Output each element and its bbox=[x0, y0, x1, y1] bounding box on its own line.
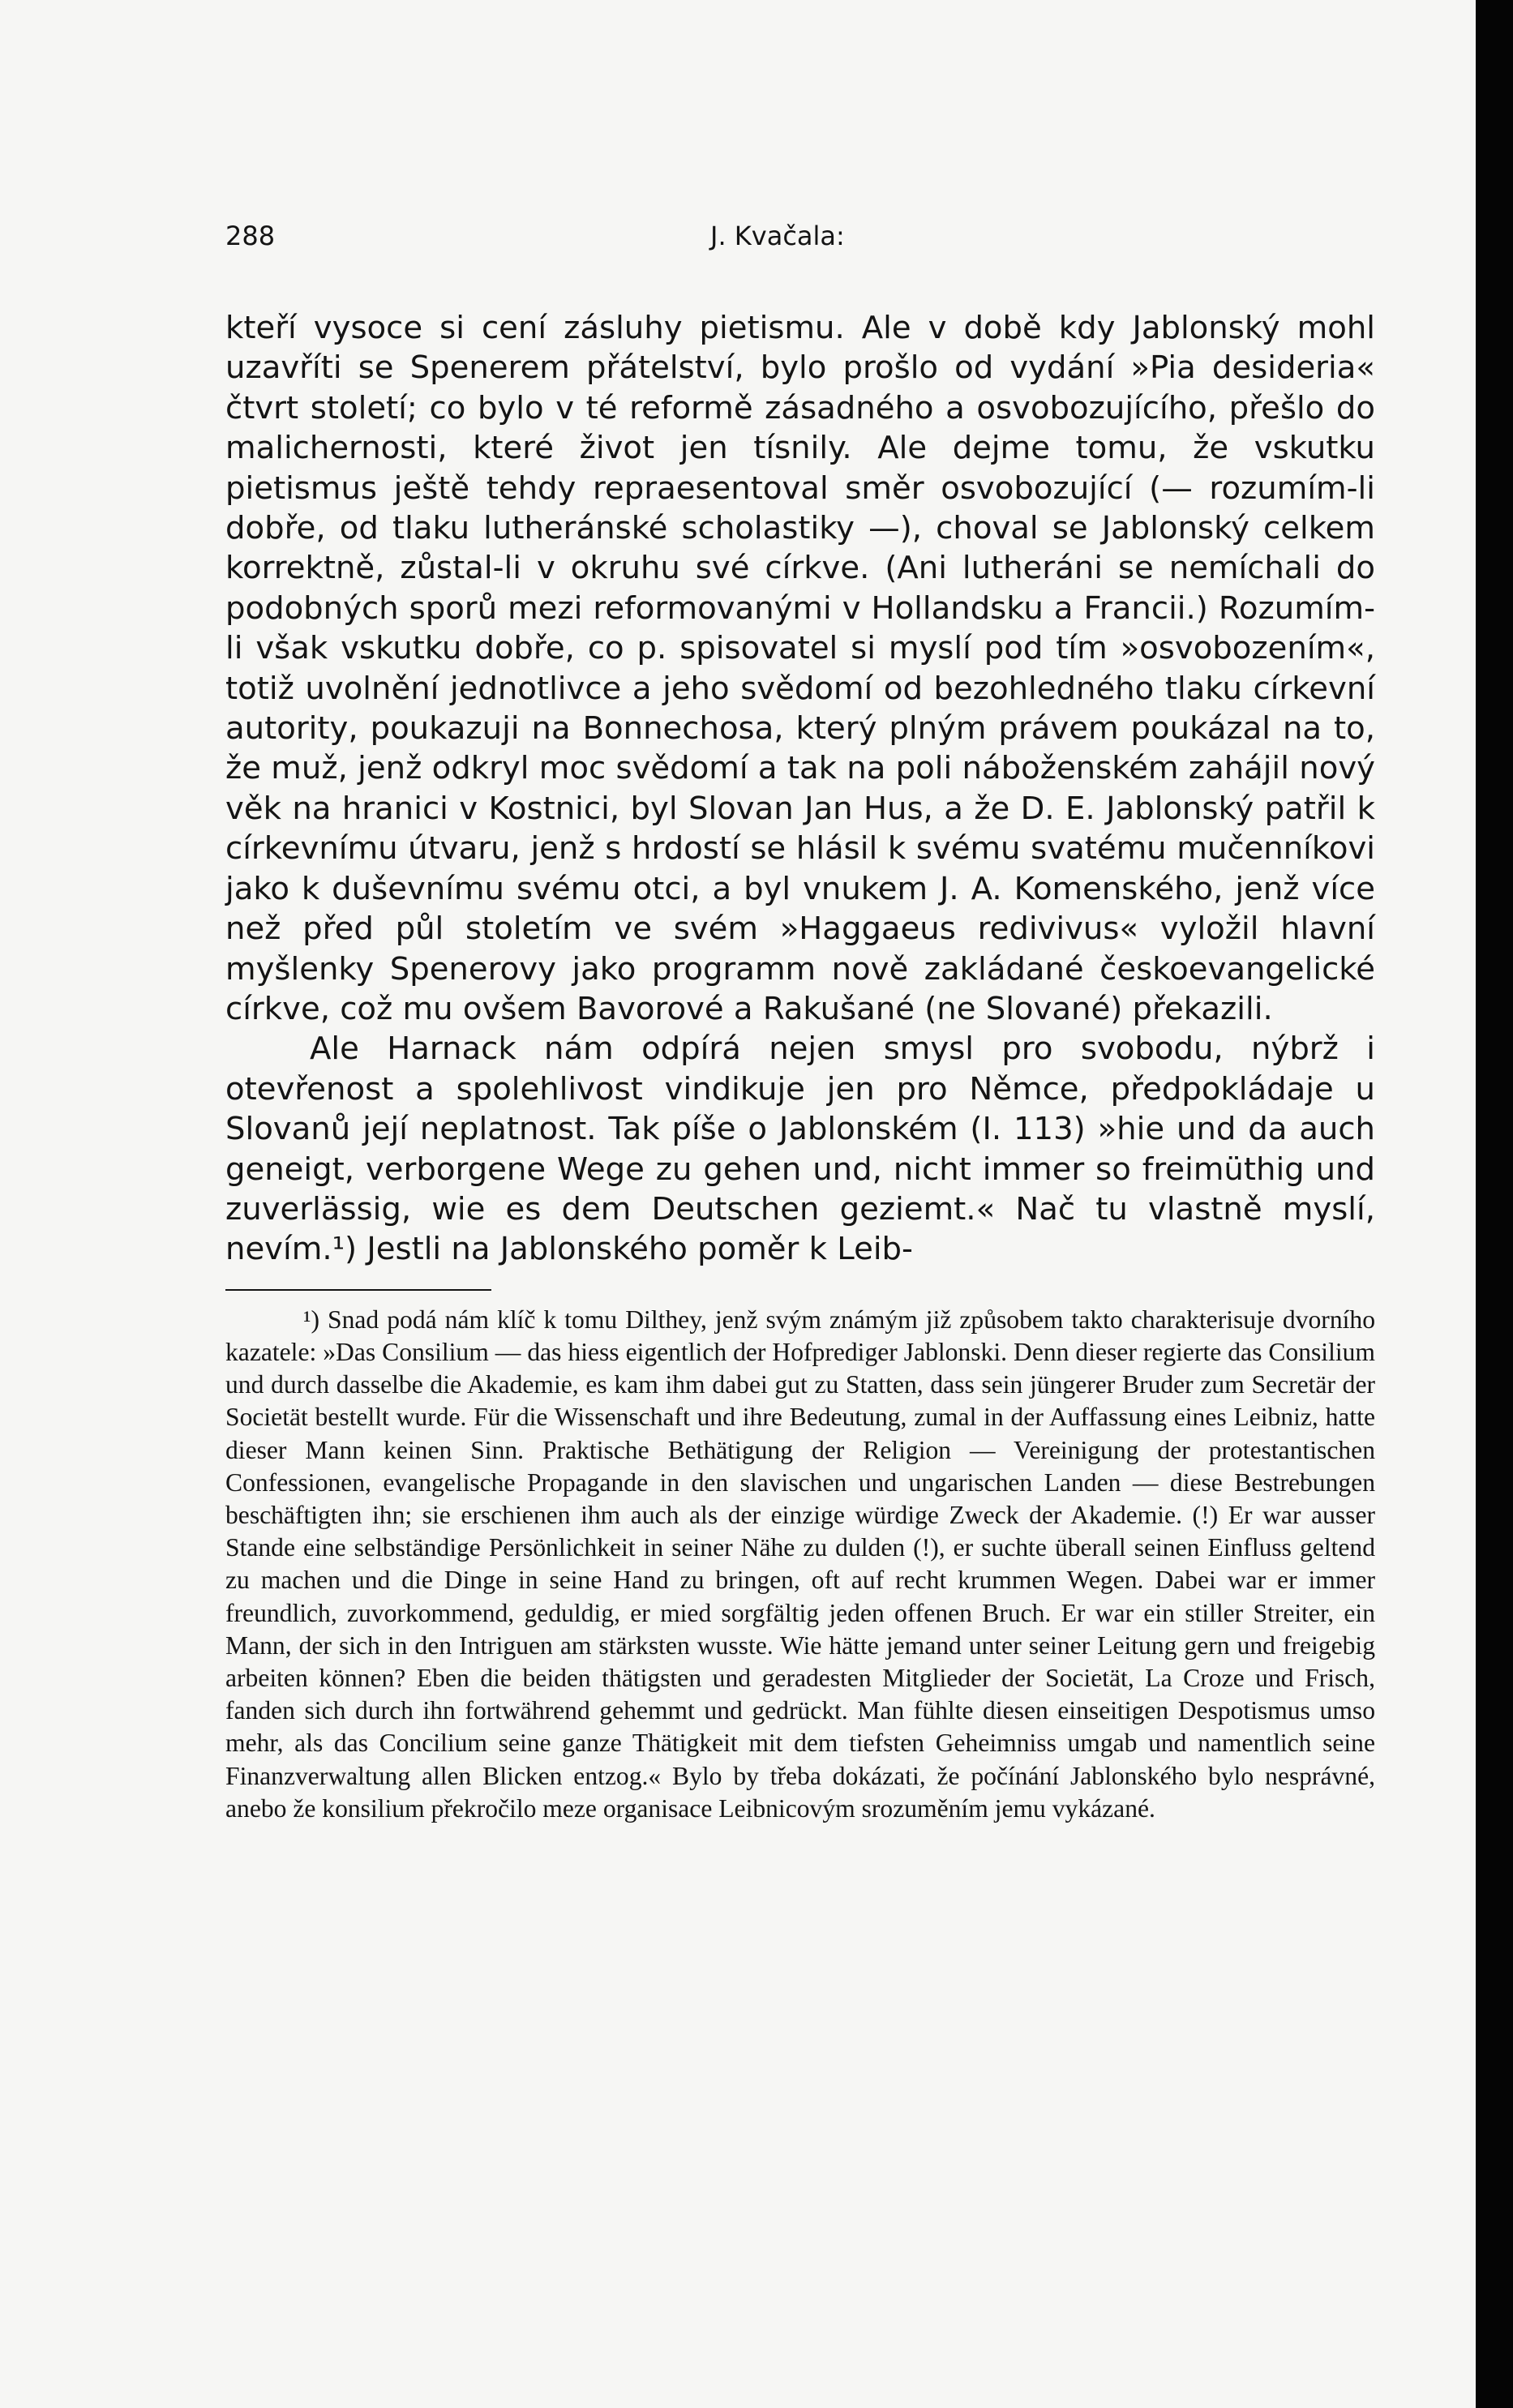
book-page bbox=[225, 221, 1375, 1825]
body-paragraph-1: kteří vysoce si cení zásluhy pietismu. Ale v době kdy Jablonský mohl uzavříti se Spenerem přátelství, bylo prošlo od vydání »Pia desideria« čtvrt století; co bylo v té reformě zásadného a osvobozujícího, přešlo do malichernosti, které život jen tísnily. Ale dejme tomu, že vskutku pietismus ještě tehdy repraesentoval směr osvobozující (— rozumím-li dobře, od tlaku lutheránské scholastiky —), choval se Jablonský celkem korrektně, zůstal-li v okruhu své církve. (Ani lutheráni se nemíchali do podobných sporů mezi reformovanými v Hollandsku a Francii.) Rozumím-li však vskutku dobře, co p. spisovatel si myslí pod tím »osvobozením«, totiž uvolnění jednotlivce a jeho svědomí od bezohledného tlaku církevní autority, poukazuji na Bonnechosa, který plným právem poukázal na to, že muž, jenž odkryl moc svědomí a tak na poli náboženském zahájil nový věk na hranici v Kostnici, byl Slovan Jan Hus, a že D. E. Jablonský patřil k církevnímu útvaru, jenž s hrdostí se hlásil k svému svatému mučenníkovi jako k duševnímu svému otci, a byl vnukem J. A. Komenského, jenž více než před půl stoletím ve svém »Haggaeus redivivus« vyložil hlavní myšlenky Spenerovy jako programm nově zakládané českoevangelické církve, což mu ovšem Bavorové a Rakušané (ne Slované) překazili. bbox=[225, 310, 1375, 1027]
running-author: J. Kvačala: bbox=[710, 221, 845, 251]
running-header bbox=[225, 221, 1375, 256]
footnote-rule bbox=[225, 1289, 491, 1291]
page-edge-shadow bbox=[1476, 0, 1513, 2408]
body-paragraph-2: Ale Harnack nám odpírá nejen smysl pro svobodu, nýbrž i otevřenost a spolehlivost vindikuje jen pro Němce, předpokládaje u Slovanů její neplatnost. Tak píše o Jablonském (I. 113) »hie und da auch geneigt, verborgene Wege zu gehen und, nicht immer so freimüthig und zuverlässig, wie es dem Deutschen geziemt.« Nač tu vlastně myslí, nevím.¹) Jestli na Jablonského poměr k Leib- bbox=[225, 1030, 1375, 1268]
page-number: 288 bbox=[225, 221, 276, 251]
footnote-1: ¹) Snad podá nám klíč k tomu Dilthey, jenž svým známým již způsobem takto charakterisuje dvorního kazatele: »Das Consilium — das hiess eigentlich der Hofprediger Jablonski. Denn dieser regierte das Consilium und durch dasselbe die Akademie, es kam ihm dabei gut zu Statten, dass sein jüngerer Bruder zum Secretär der Societät bestellt wurde. Für die Wissenschaft und ihre Bedeutung, zumal in der Auffassung eines Leibniz, hatte dieser Mann keinen Sinn. Praktische Bethätigung der Religion — Vereinigung der protestantischen Confessionen, evangelische Propagande in den slavischen und ungarischen Landen — diese Bestrebungen beschäftigten ihn; sie erschienen ihm auch als der einzige würdige Zweck der Akademie. (!) Er war ausser Stande eine selbständige Persönlichkeit in seiner Nähe zu dulden (!), er suchte überall seinen Einfluss geltend zu machen und die Dinge in seine Hand zu bringen, oft auf recht krummen Wegen. Dabei war er immer freundlich, zuvorkommend, geduldig, er mied sorgfältig jeden offenen Bruch. Er war ein stiller Streiter, ein Mann, der sich in den Intriguen am stärksten wusste. Wie hätte jemand unter seiner Leitung gern und freigebig arbeiten können? Eben die beiden thätigsten und geradesten Mitglieder der Societät, La Croze und Frisch, fanden sich durch ihn fortwährend gehemmt und gedrückt. Man fühlte diesen einseitigen Despotismus umso mehr, als das Concilium seine ganze Thätigkeit mit dem tiefsten Geheimniss umgab und namentlich seine Finanzverwaltung allen Blicken entzog.« Bylo by třeba dokázati, že počínání Jablonského bylo nesprávné, anebo že konsilium překročilo meze organisace Leibnicovým srozuměním jemu vykázané. bbox=[225, 1305, 1375, 1823]
main-text bbox=[225, 308, 1375, 1270]
footnotes bbox=[225, 1304, 1375, 1825]
